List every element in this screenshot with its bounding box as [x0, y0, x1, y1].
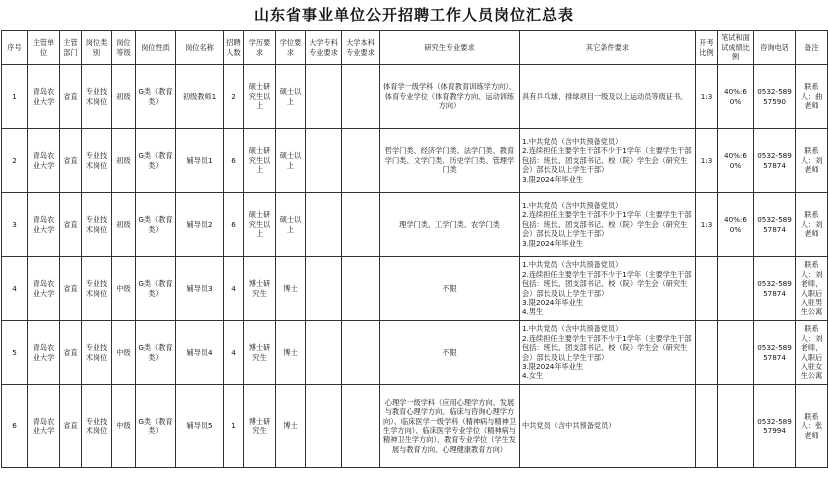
cell-bachelor-major: [342, 321, 380, 385]
cell-position-name: 辅导员2: [176, 193, 224, 257]
column-header: 开考比例: [696, 31, 718, 65]
cell-position-name: 辅导员5: [176, 385, 224, 468]
cell-nature: G类（教育类）: [136, 321, 176, 385]
table-row: [2, 193, 828, 257]
positions-table: [1, 30, 828, 468]
cell-degree: 硕士以上: [276, 193, 306, 257]
column-header: 大学专科专业要求: [306, 31, 342, 65]
cell-grad-major: 不限: [380, 321, 520, 385]
cell-grad-major: 哲学门类、经济学门类、法学门类、教育学门类、文学门类、历史学门类、管理学门类: [380, 129, 520, 193]
cell-degree: 博士: [276, 257, 306, 321]
column-header: 序号: [2, 31, 28, 65]
cell-category: 专业技术岗位: [82, 257, 112, 321]
cell-junior-major: [306, 321, 342, 385]
cell-count: 4: [224, 257, 244, 321]
column-header: 主管单位: [28, 31, 60, 65]
cell-education: 博士研究生: [244, 385, 276, 468]
cell-no: 3: [2, 193, 28, 257]
cell-note: 联系人：曲老师: [796, 65, 828, 129]
cell-level: 初级: [112, 65, 136, 129]
cell-junior-major: [306, 129, 342, 193]
table-header-row: [2, 31, 828, 65]
cell-no: 1: [2, 65, 28, 129]
cell-count: 6: [224, 129, 244, 193]
column-header: 岗位名称: [176, 31, 224, 65]
cell-position-name: 辅导员1: [176, 129, 224, 193]
cell-score-ratio: 40%:60%: [718, 129, 754, 193]
cell-unit: 青岛农业大学: [28, 321, 60, 385]
cell-ratio: [696, 321, 718, 385]
column-header: 学位要求: [276, 31, 306, 65]
cell-phone: 0532-58957874: [754, 257, 796, 321]
cell-category: 专业技术岗位: [82, 129, 112, 193]
column-header: 岗位性质: [136, 31, 176, 65]
cell-count: 4: [224, 321, 244, 385]
cell-unit: 青岛农业大学: [28, 129, 60, 193]
column-header: 笔试和面试成绩比例: [718, 31, 754, 65]
cell-note: 联系人：刘老师，入职后入驻女生公寓: [796, 321, 828, 385]
cell-dept: 省直: [60, 65, 82, 129]
cell-nature: G类（教育类）: [136, 257, 176, 321]
cell-other-conditions: 1.中共党员（含中共预备党员） 2.连续担任主要学生干部不少于1学年（主要学生干部包括：班长、团支部书记、校（院）学生会（研究生会）部长及以上学生干部） 3.限2024年毕业生 4.女生: [520, 321, 696, 385]
cell-no: 6: [2, 385, 28, 468]
table-row: [2, 321, 828, 385]
cell-degree: 博士: [276, 321, 306, 385]
cell-education: 博士研究生: [244, 257, 276, 321]
cell-degree: 硕士以上: [276, 65, 306, 129]
cell-level: 中级: [112, 321, 136, 385]
cell-no: 4: [2, 257, 28, 321]
cell-grad-major: 不限: [380, 257, 520, 321]
cell-nature: G类（教育类）: [136, 129, 176, 193]
cell-note: 联系人：刘老师，入职后入驻男生公寓: [796, 257, 828, 321]
table-row: [2, 385, 828, 468]
cell-degree: 硕士以上: [276, 129, 306, 193]
cell-education: 硕士研究生以上: [244, 129, 276, 193]
cell-dept: 省直: [60, 257, 82, 321]
column-header: 大学本科专业要求: [342, 31, 380, 65]
table-row: [2, 257, 828, 321]
cell-other-conditions: 1.中共党员（含中共预备党员） 2.连续担任主要学生干部不少于1学年（主要学生干部包括：班长、团支部书记、校（院）学生会（研究生会）部长及以上学生干部） 3.限2024年毕业生 4.男生: [520, 257, 696, 321]
cell-category: 专业技术岗位: [82, 385, 112, 468]
cell-unit: 青岛农业大学: [28, 65, 60, 129]
cell-no: 2: [2, 129, 28, 193]
cell-score-ratio: 40%:60%: [718, 65, 754, 129]
cell-junior-major: [306, 193, 342, 257]
cell-junior-major: [306, 257, 342, 321]
cell-dept: 省直: [60, 385, 82, 468]
cell-category: 专业技术岗位: [82, 321, 112, 385]
cell-bachelor-major: [342, 65, 380, 129]
cell-score-ratio: [718, 385, 754, 468]
cell-phone: 0532-58957874: [754, 129, 796, 193]
cell-other-conditions: 1.中共党员（含中共预备党员） 2.连续担任主要学生干部不少于1学年（主要学生干部包括：班长、团支部书记、校（院）学生会（研究生会）部长及以上学生干部） 3.限2024年毕业生: [520, 129, 696, 193]
cell-dept: 省直: [60, 129, 82, 193]
cell-level: 中级: [112, 385, 136, 468]
cell-position-name: 辅导员4: [176, 321, 224, 385]
cell-junior-major: [306, 385, 342, 468]
column-header: 备注: [796, 31, 828, 65]
column-header: 咨询电话: [754, 31, 796, 65]
cell-score-ratio: [718, 321, 754, 385]
cell-position-name: 辅导员3: [176, 257, 224, 321]
cell-dept: 省直: [60, 193, 82, 257]
cell-score-ratio: 40%:60%: [718, 193, 754, 257]
cell-education: 硕士研究生以上: [244, 193, 276, 257]
cell-category: 专业技术岗位: [82, 193, 112, 257]
cell-bachelor-major: [342, 193, 380, 257]
cell-unit: 青岛农业大学: [28, 257, 60, 321]
cell-ratio: 1:3: [696, 193, 718, 257]
cell-phone: 0532-58957994: [754, 385, 796, 468]
table-row: [2, 129, 828, 193]
cell-level: 中级: [112, 257, 136, 321]
cell-nature: G类（教育类）: [136, 193, 176, 257]
cell-grad-major: 体育学一级学科（体育教育训练学方向）、体育专业学位（体育教学方向、运动训练方向）: [380, 65, 520, 129]
cell-phone: 0532-58957590: [754, 65, 796, 129]
cell-no: 5: [2, 321, 28, 385]
cell-other-conditions: 具有乒乓球、排球项目一级及以上运动员等级证书。: [520, 65, 696, 129]
cell-nature: G类（教育类）: [136, 385, 176, 468]
column-header: 学历要求: [244, 31, 276, 65]
cell-score-ratio: [718, 257, 754, 321]
cell-junior-major: [306, 65, 342, 129]
cell-phone: 0532-58957874: [754, 193, 796, 257]
cell-ratio: 1:3: [696, 129, 718, 193]
cell-education: 硕士研究生以上: [244, 65, 276, 129]
cell-count: 2: [224, 65, 244, 129]
cell-note: 联系人：张老师: [796, 385, 828, 468]
cell-ratio: 1:3: [696, 65, 718, 129]
page-title: 山东省事业单位公开招聘工作人员岗位汇总表: [253, 6, 574, 24]
column-header: 岗位类别: [82, 31, 112, 65]
column-header: 主管部门: [60, 31, 82, 65]
column-header: 招聘人数: [224, 31, 244, 65]
cell-level: 初级: [112, 129, 136, 193]
cell-note: 联系人：刘老师: [796, 129, 828, 193]
cell-bachelor-major: [342, 385, 380, 468]
cell-grad-major: 理学门类、工学门类、农学门类: [380, 193, 520, 257]
cell-position-name: 初级教师1: [176, 65, 224, 129]
cell-count: 6: [224, 193, 244, 257]
cell-bachelor-major: [342, 129, 380, 193]
cell-nature: G类（教育类）: [136, 65, 176, 129]
cell-ratio: [696, 385, 718, 468]
cell-count: 1: [224, 385, 244, 468]
cell-dept: 省直: [60, 321, 82, 385]
column-header: 其它条件要求: [520, 31, 696, 65]
cell-degree: 博士: [276, 385, 306, 468]
cell-education: 博士研究生: [244, 321, 276, 385]
cell-unit: 青岛农业大学: [28, 193, 60, 257]
cell-phone: 0532-58957874: [754, 321, 796, 385]
cell-bachelor-major: [342, 257, 380, 321]
column-header: 研究生专业要求: [380, 31, 520, 65]
cell-other-conditions: 中共党员（含中共预备党员）: [520, 385, 696, 468]
cell-other-conditions: 1.中共党员（含中共预备党员） 2.连续担任主要学生干部不少于1学年（主要学生干部包括：班长、团支部书记、校（院）学生会（研究生会）部长及以上学生干部） 3.限2024年毕业生: [520, 193, 696, 257]
cell-grad-major: 心理学一级学科（应用心理学方向、发展与教育心理学方向、临床与咨询心理学方向）、临床医学一级学科（精神病与精神卫生学方向）、临床医学专业学位（精神病与精神卫生学方向）、教育专业学位（学生发展与教育方向、心理健康教育方向）: [380, 385, 520, 468]
cell-ratio: [696, 257, 718, 321]
cell-level: 初级: [112, 193, 136, 257]
column-header: 岗位等级: [112, 31, 136, 65]
cell-note: 联系人：刘老师: [796, 193, 828, 257]
table-row: [2, 65, 828, 129]
cell-unit: 青岛农业大学: [28, 385, 60, 468]
cell-category: 专业技术岗位: [82, 65, 112, 129]
